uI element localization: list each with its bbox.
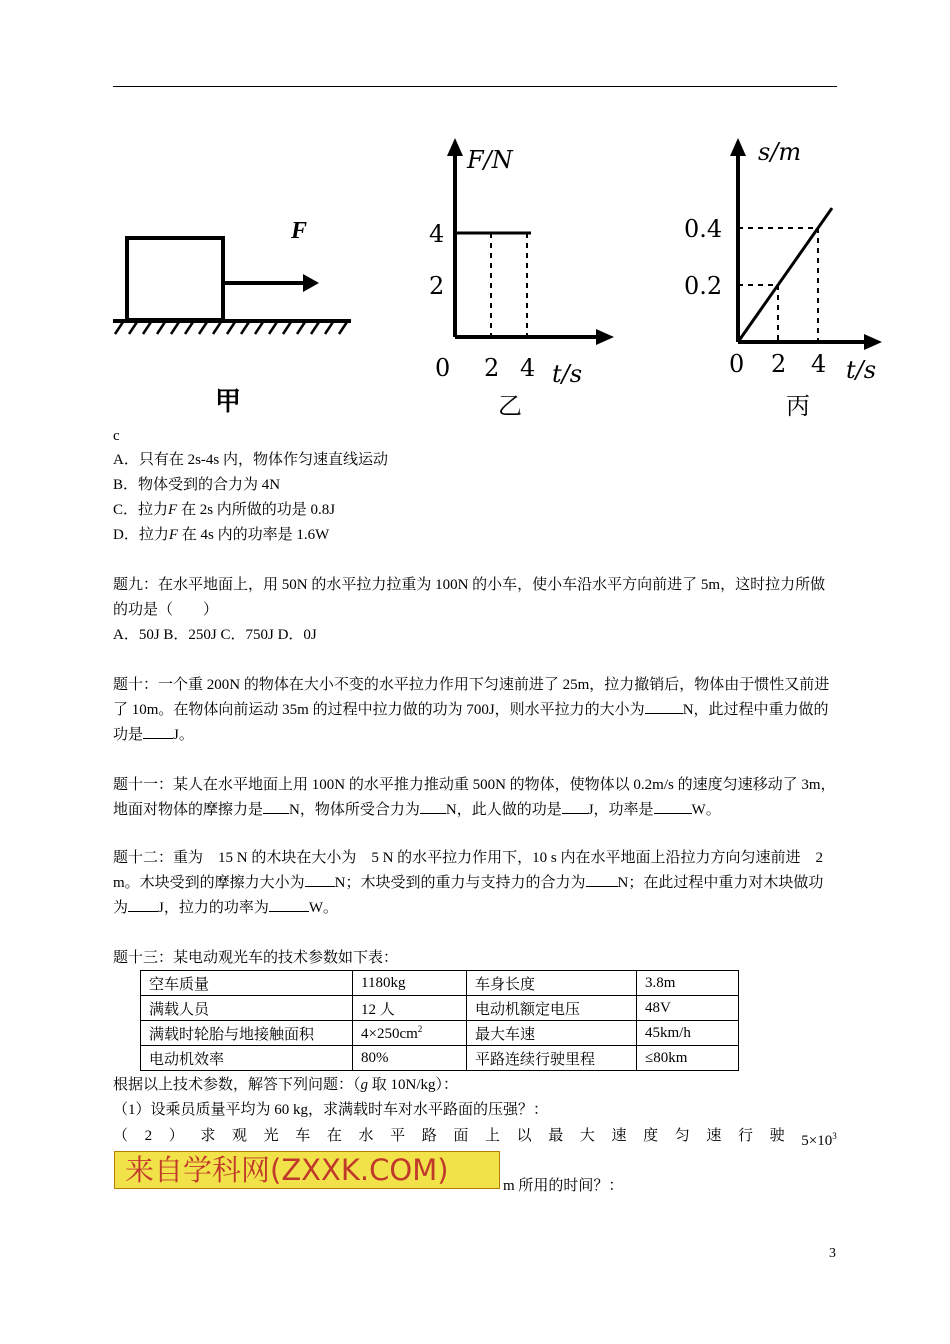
table-cell: 电动机额定电压 [467,996,637,1021]
sub2-char: 求 [200,1128,216,1144]
option-d-var: F [168,527,179,543]
table-cell: 满载时轮胎与地接触面积 [141,1021,353,1046]
q12-part3: N；在此过程中重力对木块做功为 [113,875,824,916]
ground-hatching [115,322,347,334]
q11-part1: 题十一：某人在水平地面上用 100N 的水平推力推动重 500N 的物体，使物体以 0.2m/s 的速度匀速移动了 3m，地面对物体的摩擦力是 [113,777,836,818]
x-tick-label: 4 [811,350,827,378]
sub2-char: 平 [390,1128,406,1144]
y-tick-label: 0.2 [684,272,723,300]
table-cell: 45km/h [637,1021,739,1046]
table-cell: 80% [353,1046,467,1071]
watermark-logo: 来自学科网(ZXXK.COM) [114,1151,500,1189]
table-row [141,996,739,1021]
option-d-lead: D．拉力 [113,527,169,543]
prompt-part2: 取 10N/kg）： [368,1077,459,1093]
sub2-char: 车 [295,1128,311,1144]
sub2-char: 在 [326,1128,342,1144]
sub2-char: 速 [706,1128,722,1144]
q13-sub2-tail: m 所用的时间？： [503,1178,624,1194]
y-axis-label: F/N [467,146,513,174]
q12-part4: J，拉力的功率为 [158,900,269,916]
q13-prompt [113,1073,458,1098]
table-row [141,1046,739,1071]
table-cell: 1180kg [353,971,467,996]
q13-intro: 题十三：某电动观光车的技术参数如下表： [113,950,399,966]
plot-area [429,220,535,382]
y-tick-label: 0.4 [684,215,723,243]
header-rule [113,86,837,87]
q8-option-a: A．只有在 2s-4s 内，物体作匀速直线运动 [113,452,389,468]
area-value: 4×250cm [361,1025,418,1042]
q11-text [113,773,837,823]
q12-part5: W。 [308,900,339,916]
sub2-char: 速 [611,1128,627,1144]
sub2-char: 面 [453,1128,469,1144]
x-tick-label: 2 [484,354,500,382]
answer-blank[interactable] [586,872,618,887]
sub2-char: 以 [516,1128,532,1144]
answer-blank[interactable] [420,799,446,814]
y-axis-arrow [447,138,463,156]
q12-part2: N；木块受到的重力与支持力的合力为 [334,875,586,891]
sub2-char: 上 [484,1128,500,1144]
sub2-char: 观 [231,1128,247,1144]
block [127,238,223,320]
table-cell: 最大车速 [467,1021,637,1046]
y-tick-label: 2 [429,272,445,300]
x-axis-arrow [596,329,614,345]
sub2-char: 光 [263,1128,279,1144]
spec-table [140,970,739,1071]
q9-options: A．50J B．250J C．750J D．0J [113,627,317,643]
q8-option-d [113,523,329,548]
answer-blank[interactable] [645,699,683,714]
figure-yi [420,130,620,422]
sub2-distance: $5\times 10^3$ [801,1131,837,1149]
sub2-char: ） [168,1128,184,1144]
prompt-g: g [360,1077,369,1093]
q12-text [113,846,837,921]
force-label: F [291,218,308,244]
force-arrow-head [303,274,319,292]
option-c-lead: C．拉力 [113,502,169,518]
q9-text: 题九：在水平地面上，用 50N 的水平拉力拉重为 100N 的小车，使小车沿水平方向前进了 5m，这时拉力所做的功是（ ） [113,577,826,618]
plot-area [684,208,832,378]
x-axis-arrow [864,334,882,350]
stray-c: c [113,428,120,444]
q10-text [113,673,837,748]
figure-bing [680,130,900,422]
figure-jia [113,210,358,420]
x-tick-label: 0 [729,350,745,378]
answer-blank[interactable] [143,724,173,739]
caption-jia: 甲 [215,387,242,417]
q10-part2: N，此过程中重力做的功是 [113,702,829,743]
table-cell: 3.8m [637,971,739,996]
sub2-char: （ [113,1128,129,1144]
table-cell: 平路连续行驶里程 [467,1046,637,1071]
answer-blank[interactable] [128,897,158,912]
sub2-char: 水 [358,1128,374,1144]
table-cell: 48V [637,996,739,1021]
q11-part5: W。 [691,802,721,818]
x-axis-label: t/s [552,360,583,388]
q13-sub1: （1）设乘员质量平均为 60 kg，求满载时车对水平路面的压强？： [113,1102,549,1118]
caption-yi: 乙 [498,392,522,420]
answer-blank[interactable] [263,799,289,814]
x-tick-label: 2 [771,350,787,378]
table-cell: 12 人 [353,996,467,1021]
x-tick-label: 4 [520,354,536,382]
q10-part3: J。 [173,727,194,743]
prompt-part1: 根据以上技术参数，解答下列问题：（ [113,1077,361,1093]
sub2-char: 路 [421,1128,437,1144]
sub2-char: 大 [579,1128,595,1144]
caption-bing: 丙 [786,392,810,420]
table-row [141,971,739,996]
x-axis-label: t/s [846,356,877,384]
sub2-char: 度 [643,1128,659,1144]
q11-part2: N，物体所受合力为 [289,802,420,818]
q12-part1: 题十二：重为 15 N 的木块在大小为 5 N 的水平拉力作用下，10 s 内在水平地面上沿拉力方向匀速前进 2 m。木块受到的摩擦力大小为 [113,850,824,891]
q10-part1: 题十：一个重 200N 的物体在大小不变的水平拉力作用下匀速前进了 25m，拉力撤销后，物体由于惯性又前进了 10m。在物体向前运动 35m 的过程中拉力做的功为 700J，则水平拉力的大小为 [113,677,830,718]
option-c-rest: 在 2s 内所做的功是 0.8J [177,502,336,518]
y-axis-label: s/m [758,138,802,166]
answer-blank[interactable] [269,897,309,912]
table-cell: 满载人员 [141,996,353,1021]
sub2-char: 最 [548,1128,564,1144]
table-row [141,1021,739,1046]
table-cell: 电动机效率 [141,1046,353,1071]
q11-part3: N，此人做的功是 [445,802,562,818]
option-d-rest: 在 4s 内的功率是 1.6W [178,527,330,543]
y-tick-label: 4 [429,220,445,248]
x-tick-label: 0 [435,354,451,382]
area-exponent: 2 [417,1023,423,1034]
sub2-char: 行 [737,1128,753,1144]
table-cell: 空车质量 [141,971,353,996]
q8-option-c [113,498,335,523]
page-number: 3 [829,1246,836,1261]
table-cell: ≤80km [637,1046,739,1071]
table-cell: 车身长度 [467,971,637,996]
option-c-var: F [168,502,178,518]
q13-sub2-line [113,1124,837,1154]
sub2-char: 2 [144,1128,153,1144]
answer-blank[interactable] [562,799,588,814]
q8-option-b: B．物体受到的合力为 4N [113,477,281,493]
answer-blank[interactable] [305,872,335,887]
q11-part4: J，功率是 [587,802,654,818]
table-cell [353,1021,467,1046]
y-axis-arrow [730,138,746,156]
answer-blank[interactable] [654,799,692,814]
sub2-char: 驶 [769,1128,785,1144]
sub2-char: 匀 [674,1128,690,1144]
